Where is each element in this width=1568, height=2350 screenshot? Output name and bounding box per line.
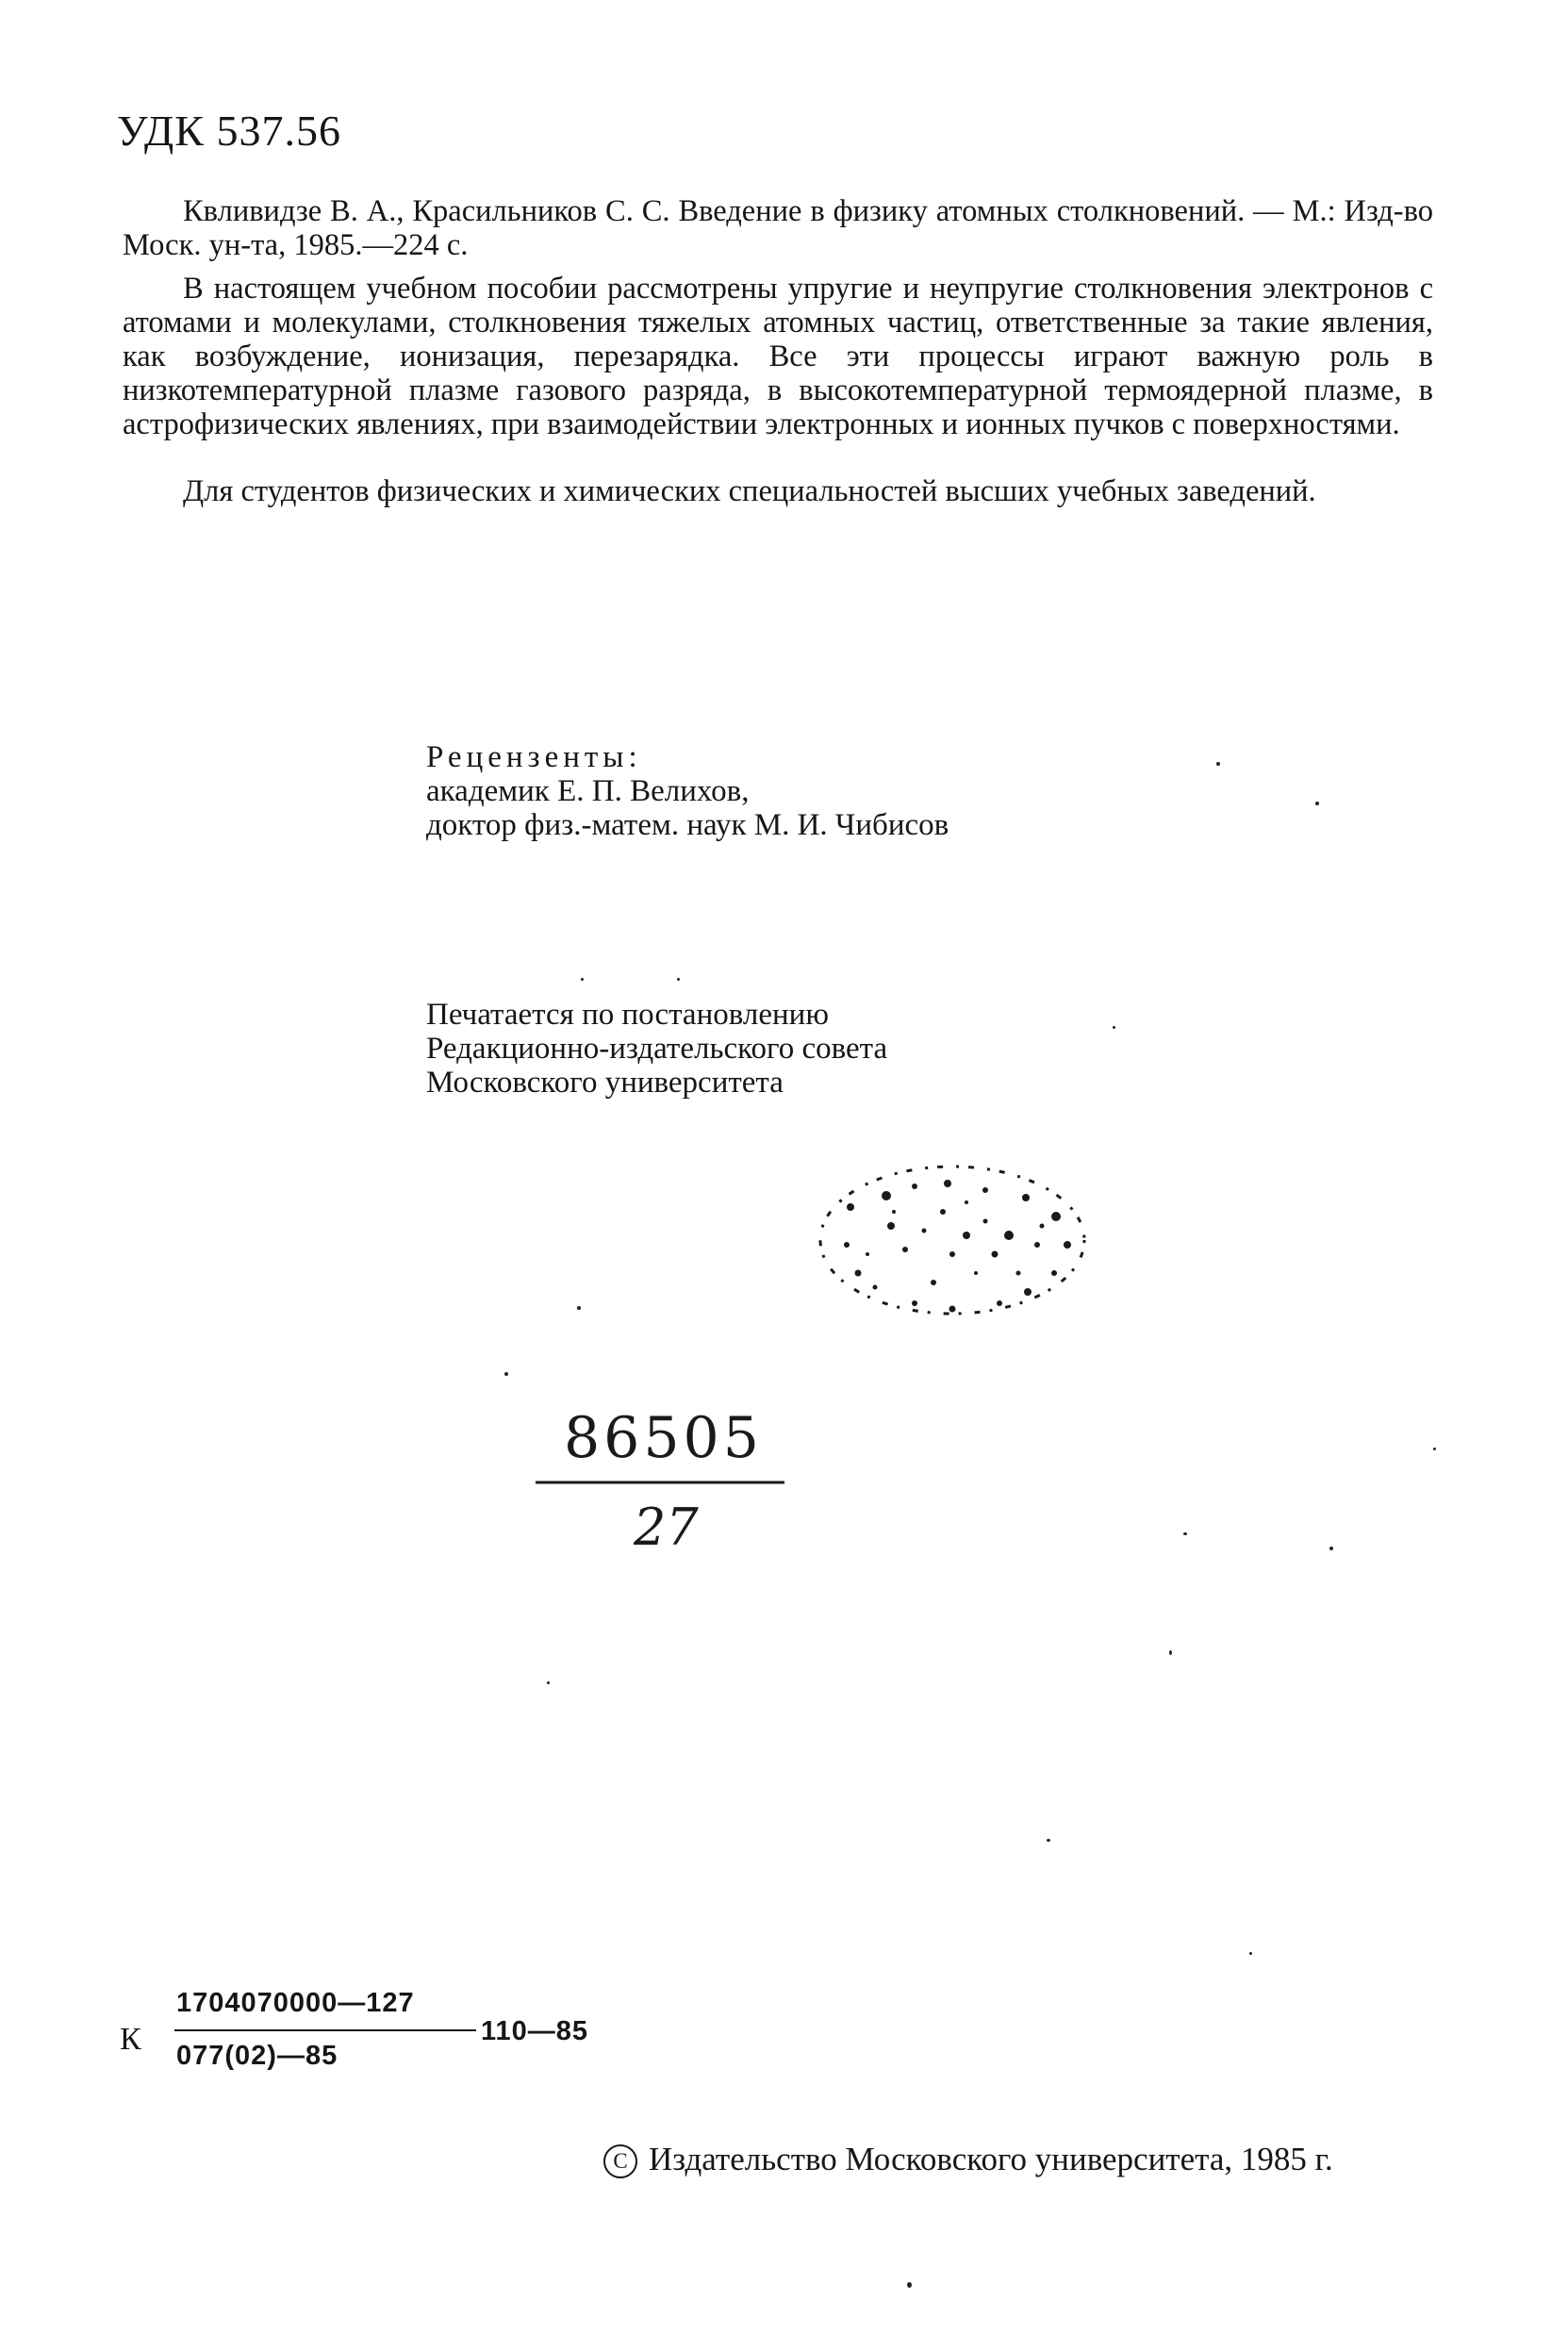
audience-paragraph: Для студентов физических и химических специальностей высших учебных заведений. xyxy=(183,474,1316,508)
print-speck xyxy=(907,2282,912,2288)
library-stamp-icon xyxy=(801,1141,1103,1339)
inventory-number-bottom: 27 xyxy=(634,1498,699,1557)
copyright-icon: C xyxy=(603,2144,637,2178)
print-speck xyxy=(1216,762,1220,766)
print-speck xyxy=(577,1306,581,1310)
copyright-text: Издательство Московского университета, 1985 г. xyxy=(649,2141,1333,2177)
print-speck xyxy=(1249,1952,1252,1955)
approval-line: Печатается по постановлению xyxy=(426,998,829,1032)
print-speck xyxy=(677,978,680,981)
catalog-suffix: 110—85 xyxy=(481,2016,589,2046)
reviewers-block xyxy=(426,740,949,842)
print-speck xyxy=(1329,1547,1333,1550)
print-speck xyxy=(504,1372,508,1376)
handwritten-inventory-number xyxy=(528,1377,811,1565)
approval-line: Московского университета xyxy=(426,1066,784,1100)
publication-approval-block xyxy=(426,998,887,1100)
print-speck xyxy=(547,1681,550,1684)
print-speck xyxy=(1183,1532,1187,1535)
inventory-number-top: 86505 xyxy=(564,1405,763,1471)
reviewers-heading: Рецензенты: xyxy=(426,740,642,774)
bibliographic-record: Квливидзе В. А., Красильников С. С. Введение в физику атомных столкновений. — М.: Изд-во Моск. ун-та, 1985.—224 с. xyxy=(123,194,1433,262)
print-speck xyxy=(1047,1839,1050,1842)
approval-line: Редакционно-издательского совета xyxy=(426,1032,888,1066)
reviewer-name: академик Е. П. Велихов, xyxy=(426,774,750,808)
catalog-denominator: 077(02)—85 xyxy=(176,2041,338,2071)
print-speck xyxy=(1113,1026,1115,1029)
reviewer-name: доктор физ.-матем. наук М. И. Чибисов xyxy=(426,808,949,842)
print-speck xyxy=(1169,1650,1172,1655)
copyright-line xyxy=(603,2141,1333,2178)
abstract-paragraph: В настоящем учебном пособии рассмотрены упругие и неупругие столкновения электронов с атомами и молекулами, столкновения тяжелых атомных частиц, ответственные за такие явления, как возбуждение, ионизация, перезарядка. Все эти процессы играют важную роль в низкотемпературной плазме газового разряда, в высокотемпературной термоядерной плазме, в астрофизических явлениях, при взаимодействии электронных и ионных пучков с поверхностями. xyxy=(123,272,1433,441)
udk-code: УДК 537.56 xyxy=(117,107,341,155)
catalog-numerator: 1704070000—127 xyxy=(176,1988,415,2018)
print-speck xyxy=(1315,802,1319,805)
catalog-fraction-rule xyxy=(174,2029,476,2031)
print-speck xyxy=(581,978,584,981)
print-speck xyxy=(1433,1448,1436,1450)
catalog-letter: К xyxy=(120,2022,141,2057)
